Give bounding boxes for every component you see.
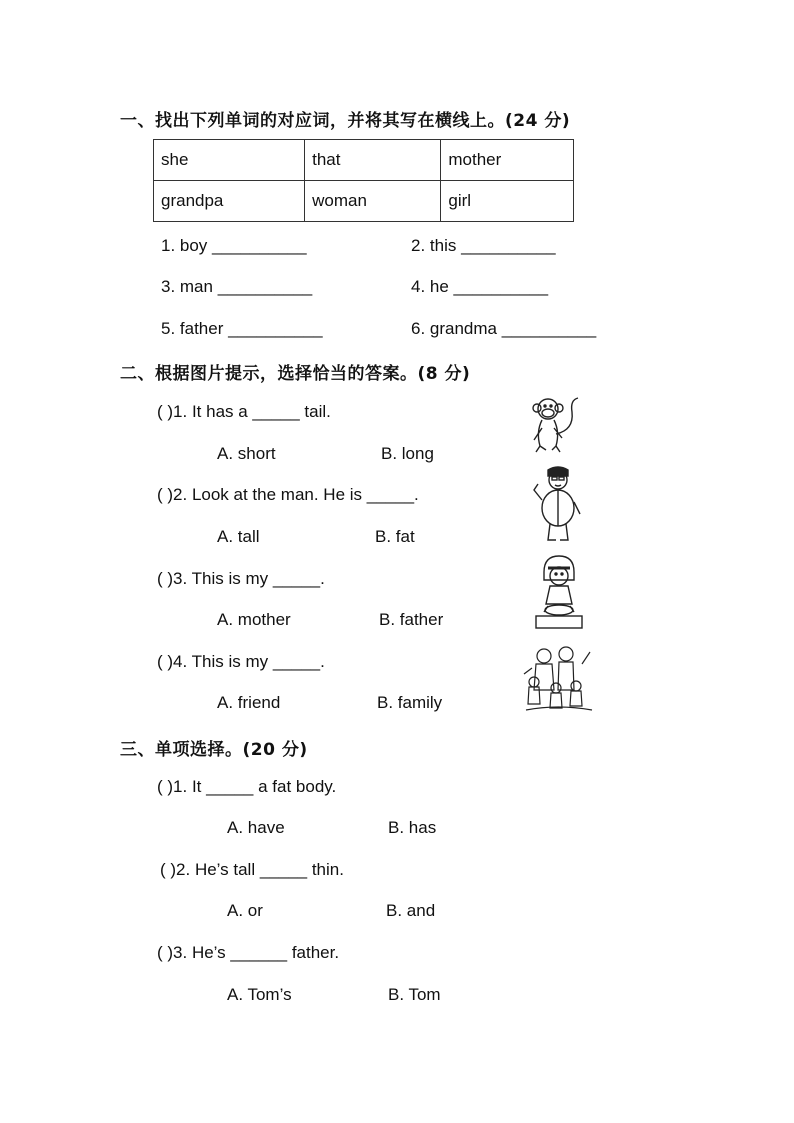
item-father: 5. father __________	[161, 319, 323, 338]
table-cell: that	[305, 140, 441, 181]
option-b: B. family	[377, 693, 443, 712]
question-stem: ( )1. It _____ a fat body.	[157, 777, 337, 796]
option-a: A. or	[227, 901, 263, 920]
option-b: B. fat	[375, 527, 415, 546]
table-cell: grandpa	[154, 181, 305, 222]
option-a: A. tall	[217, 527, 260, 546]
item-this: 2. this __________	[411, 236, 556, 255]
question-stem: ( )4. This is my _____.	[157, 652, 325, 671]
option-a: A. friend	[217, 693, 281, 712]
option-b: B. has	[388, 818, 437, 837]
item-he: 4. he __________	[411, 277, 549, 296]
section-1-title: 一、找出下列单词的对应词，并将其写在横线上。(24 分)	[120, 111, 571, 131]
table-cell: girl	[441, 181, 574, 222]
option-a: A. have	[227, 818, 285, 837]
option-b: B. and	[386, 901, 436, 920]
item-grandma: 6. grandma __________	[411, 319, 597, 338]
fat-man-icon	[530, 464, 586, 544]
item-man: 3. man __________	[161, 277, 313, 296]
question-stem: ( )2. He’s tall _____ thin.	[160, 860, 344, 879]
question-stem: ( )3. This is my _____.	[157, 569, 325, 588]
option-b: B. father	[379, 610, 444, 629]
table-cell: mother	[441, 140, 574, 181]
item-boy: 1. boy __________	[161, 236, 307, 255]
family-icon	[522, 644, 594, 714]
question-stem: ( )2. Look at the man. He is _____.	[157, 485, 419, 504]
table-cell: she	[154, 140, 305, 181]
question-stem: ( )1. It has a _____ tail.	[157, 402, 331, 421]
option-a: A. mother	[217, 610, 291, 629]
section-2-title: 二、根据图片提示，选择恰当的答案。(8 分)	[120, 364, 471, 384]
option-b: B. long	[381, 444, 434, 463]
option-a: A. Tom’s	[227, 985, 292, 1004]
option-a: A. short	[217, 444, 276, 463]
table-row	[154, 181, 574, 222]
section-3-title: 三、单项选择。(20 分)	[120, 740, 308, 760]
option-b: B. Tom	[388, 985, 441, 1004]
word-table	[153, 139, 574, 222]
table-cell: woman	[305, 181, 441, 222]
question-stem: ( )3. He’s ______ father.	[157, 943, 340, 962]
table-row	[154, 140, 574, 181]
girl-cooking-icon	[530, 552, 588, 632]
monkey-icon	[526, 394, 584, 456]
